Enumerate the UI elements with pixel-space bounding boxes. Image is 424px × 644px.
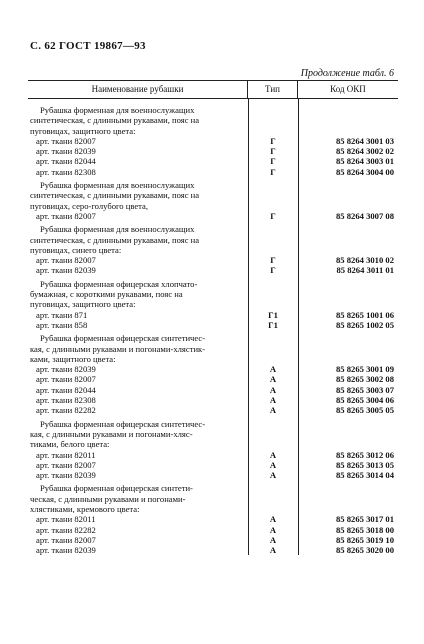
group-description-line	[28, 289, 398, 299]
description-text: пуговицах, защитного цвета:	[30, 125, 136, 136]
group-description-line	[28, 201, 398, 211]
fabric-article: арт. ткани 82007	[36, 135, 96, 146]
table-row	[28, 460, 398, 470]
table-row	[28, 374, 398, 384]
shirt-type: Г	[270, 156, 276, 167]
group-description-line	[28, 483, 398, 493]
page-header: С. 62 ГОСТ 19867—93	[30, 40, 146, 52]
table-row	[28, 405, 398, 415]
description-text: пуговицах, синего цвета:	[30, 244, 122, 255]
okp-code: 85 8265 3017 01	[335, 514, 394, 525]
shirt-type: А	[269, 524, 277, 535]
fabric-article: арт. ткани 82282	[36, 405, 96, 416]
fabric-article: арт. ткани 871	[36, 309, 88, 320]
description-text: тиками, белого цвета:	[30, 439, 110, 450]
group-description-line	[28, 224, 398, 234]
okp-code: 85 8264 3003 01	[335, 156, 394, 167]
shirt-type: Г	[270, 146, 276, 157]
okp-code: 85 8265 3003 07	[335, 384, 394, 395]
column-divider	[248, 99, 249, 555]
table-row	[28, 310, 398, 320]
table-row	[28, 136, 398, 146]
shirt-type: А	[269, 405, 277, 416]
shirt-type: Г	[270, 255, 276, 266]
description-text: пуговицах, защитного цвета:	[30, 299, 136, 310]
shirt-type: Г1	[268, 309, 278, 320]
shirt-type: Г	[270, 265, 276, 276]
okp-code: 85 8265 3020 00	[335, 545, 394, 556]
okp-code: 85 8265 1001 06	[335, 309, 394, 320]
fabric-article: арт. ткани 82007	[36, 534, 96, 545]
description-text: Рубашка форменная офицерская синтети-	[40, 483, 193, 494]
table-row	[28, 385, 398, 395]
fabric-article: арт. ткани 82011	[36, 514, 96, 525]
group-description-line	[28, 494, 398, 504]
okp-code: 85 8265 3018 00	[335, 524, 394, 535]
description-text: хлястиками, кремового цвета:	[30, 503, 140, 514]
description-text: Рубашка форменная офицерская хлопчато-	[40, 278, 198, 289]
shirt-type: А	[269, 364, 277, 375]
shirt-type: А	[269, 395, 277, 406]
shirt-type: А	[269, 374, 277, 385]
column-header-code: Код ОКП	[330, 84, 366, 94]
column-header-name: Наименование рубашки	[28, 81, 248, 98]
description-text: синтетическая, с длинными рукавами, пояс на	[30, 234, 200, 245]
table-row	[28, 470, 398, 480]
group-description-line	[28, 180, 398, 190]
shirt-type: Г	[270, 210, 276, 221]
table-row	[28, 525, 398, 535]
fabric-article: арт. ткани 82039	[36, 146, 96, 157]
fabric-article: арт. ткани 82039	[36, 545, 96, 556]
group-description-line	[28, 245, 398, 255]
description-text: Рубашка форменная для военнослужащих	[40, 105, 195, 115]
fabric-article: арт. ткани 82007	[36, 210, 96, 221]
okp-code: 85 8264 3010 02	[335, 255, 394, 266]
shirt-type: А	[269, 449, 277, 460]
okp-code: 85 8264 3007 08	[335, 210, 394, 221]
description-text: ческая, с длинными рукавами и погонами-	[30, 493, 186, 504]
shirt-type: А	[269, 459, 277, 470]
group-description-line	[28, 279, 398, 289]
fabric-article: арт. ткани 82044	[36, 384, 96, 395]
okp-code: 85 8265 3005 05	[335, 405, 394, 416]
description-text: Рубашка форменная для военнослужащих	[40, 180, 195, 191]
group-description-line	[28, 344, 398, 354]
column-divider	[298, 99, 299, 555]
okp-code: 85 8265 3004 06	[335, 395, 394, 406]
description-text: Рубашка форменная офицерская синтетичес-	[40, 333, 206, 344]
fabric-article: арт. ткани 82039	[36, 470, 96, 481]
shirt-type: А	[269, 545, 277, 556]
okp-code: 85 8265 3001 09	[335, 364, 394, 375]
fabric-article: арт. ткани 82007	[36, 255, 96, 266]
description-text: ками, защитного цвета:	[30, 353, 116, 364]
table-body	[28, 99, 398, 555]
group-description-line	[28, 504, 398, 514]
table-row	[28, 514, 398, 524]
fabric-article: арт. ткани 82011	[36, 449, 96, 460]
table-row	[28, 265, 398, 275]
table-row	[28, 255, 398, 265]
group-description-line	[28, 126, 398, 136]
okp-code: 85 8264 3001 03	[335, 135, 394, 146]
shirt-type: А	[269, 470, 277, 481]
fabric-article: арт. ткани 858	[36, 319, 88, 330]
fabric-article: арт. ткани 82308	[36, 395, 96, 406]
fabric-article: арт. ткани 82007	[36, 374, 96, 385]
shirt-codes-table	[28, 80, 398, 555]
okp-code: 85 8264 3002 02	[335, 146, 394, 157]
table-row	[28, 450, 398, 460]
shirt-type: А	[269, 534, 277, 545]
description-text: пуговицах, серо-голубого цвета,	[30, 200, 148, 211]
okp-code: 85 8265 1002 05	[335, 319, 394, 330]
description-text: Рубашка форменная для военнослужащих	[40, 224, 195, 235]
okp-code: 85 8264 3011 01	[336, 265, 394, 276]
fabric-article: арт. ткани 82007	[36, 459, 96, 470]
group-description-line	[28, 354, 398, 364]
table-row	[28, 167, 398, 177]
table-row	[28, 320, 398, 330]
column-header-type: Тип	[248, 81, 298, 98]
group-description-line	[28, 115, 398, 125]
okp-code: 85 8265 3012 06	[335, 449, 394, 460]
table-row	[28, 395, 398, 405]
table-row	[28, 211, 398, 221]
table-row	[28, 156, 398, 166]
fabric-article: арт. ткани 82039	[36, 364, 96, 375]
group-description-line	[28, 190, 398, 200]
fabric-article: арт. ткани 82308	[36, 166, 96, 177]
description-text: синтетическая, с длинными рукавами, пояс на	[30, 190, 200, 201]
description-text: синтетическая, с длинными рукавами, пояс на	[30, 115, 200, 126]
table-header	[28, 80, 398, 99]
table-row	[28, 146, 398, 156]
shirt-type: Г	[270, 135, 276, 146]
group-description-line	[28, 419, 398, 429]
description-text: бумажная, с короткими рукавами, пояс на	[30, 289, 183, 300]
table-row	[28, 545, 398, 555]
shirt-type: А	[269, 384, 277, 395]
shirt-type: А	[269, 514, 277, 525]
group-description-line	[28, 333, 398, 343]
group-description-line	[28, 105, 398, 115]
fabric-article: арт. ткани 82282	[36, 524, 96, 535]
group-description-line	[28, 429, 398, 439]
okp-code: 85 8265 3014 04	[335, 470, 394, 481]
description-text: Рубашка форменная офицерская синтетичес-	[40, 418, 206, 429]
table-continuation-label: Продолжение табл. 6	[300, 68, 394, 79]
okp-code: 85 8265 3019 10	[335, 534, 394, 545]
description-text: кая, с длинными рукавами и погонами-хляс-	[30, 428, 193, 439]
table-row	[28, 364, 398, 374]
okp-code: 85 8264 3004 00	[335, 166, 394, 177]
table-row	[28, 535, 398, 545]
shirt-type: Г	[270, 166, 276, 177]
group-description-line	[28, 299, 398, 309]
okp-code: 85 8265 3013 05	[335, 459, 394, 470]
fabric-article: арт. ткани 82039	[36, 265, 96, 276]
group-description-line	[28, 235, 398, 245]
description-text: кая, с длинными рукавами и погонами-хлястик-	[30, 343, 206, 354]
fabric-article: арт. ткани 82044	[36, 156, 96, 167]
okp-code: 85 8265 3002 08	[335, 374, 394, 385]
group-description-line	[28, 439, 398, 449]
shirt-type: Г1	[268, 319, 278, 330]
